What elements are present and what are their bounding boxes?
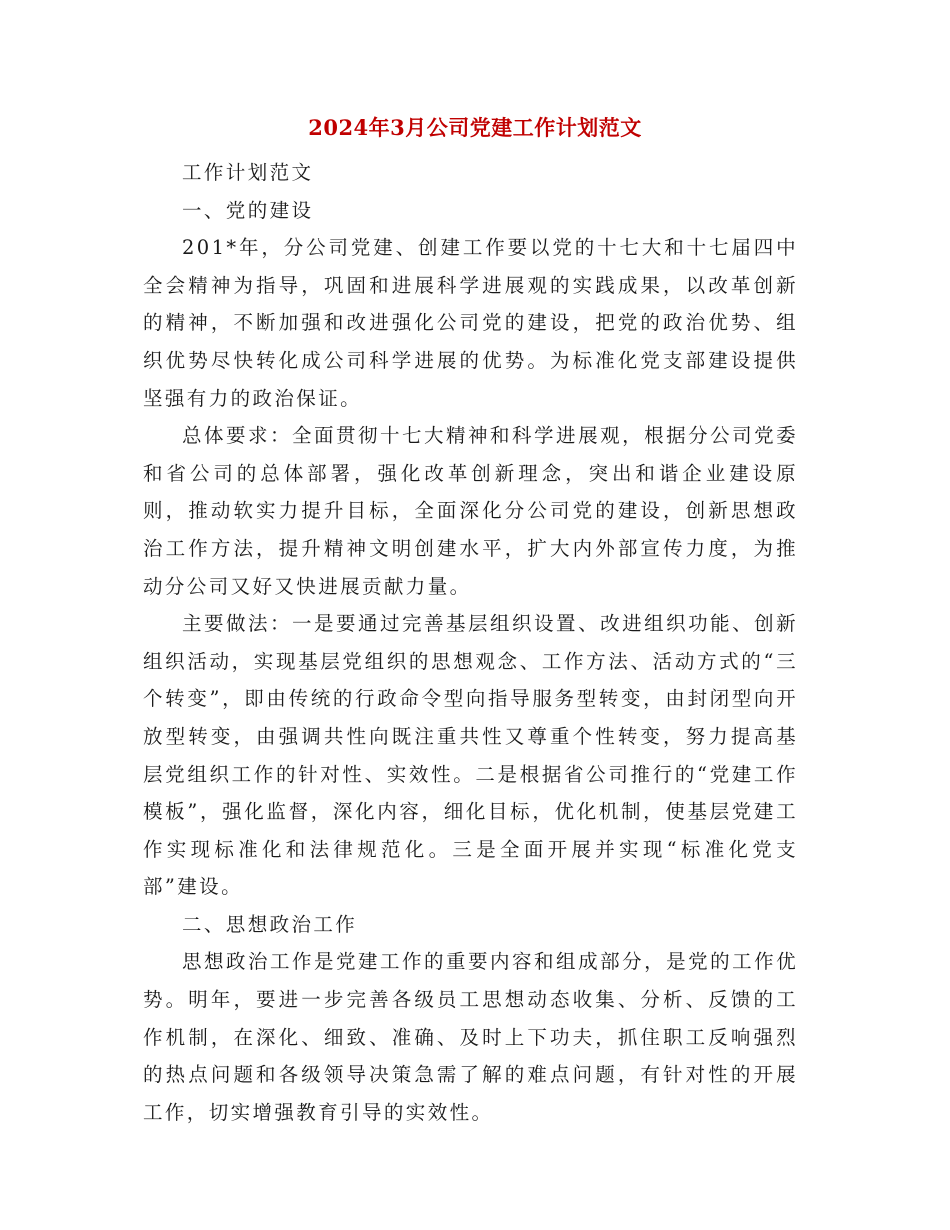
paragraph-overall-requirements: 总体要求：全面贯彻十七大精神和科学进展观，根据分公司党委和省公司的总体部署，强化改革创新理念，突出和谐企业建设原则，推动软实力提升目标，全面深化分公司党的建设，创新思想政治工作方法，提升精神文明创建水平，扩大内外部宣传力度，为推动分公司又好又快进展贡献力量。 [143,424,798,598]
document-title: 2024年3月公司党建工作计划范文 [308,115,642,140]
paragraph-ideological-work: 思想政治工作是党建工作的重要内容和组成部分，是党的工作优势。明年，要进一步完善各级员工思想动态收集、分析、反馈的工作机制，在深化、细致、准确、及时上下功夫，抓住职工反响强烈的热点问题和各级领导决策急需了解的难点问题，有针对性的开展工作，切实增强教育引导的实效性。 [143,950,798,1124]
paragraph-intro: 201*年，分公司党建、创建工作要以党的十七大和十七届四中全会精神为指导，巩固和进展科学进展观的实践成果，以改革创新的精神，不断加强和改进强化公司党的建设，把党的政治优势、组织优势尽快转化成公司科学进展的优势。为标准化党支部建设提供坚强有力的政治保证。 [143,236,798,410]
paragraph-subtitle: 工作计划范文 [182,161,314,184]
section-heading-party-building: 一、党的建设 [182,198,314,222]
paragraph-main-practices: 主要做法：一是要通过完善基层组织设置、改进组织功能、创新组织活动，实现基层党组织的思想观念、工作方法、活动方式的“三个转变”，即由传统的行政命令型向指导服务型转变，由封闭型向开放型转变，由强调共性向既注重共性又尊重个性转变，努力提高基层党组织工作的针对性、实效性。二是根据省公司推行的“党建工作模板”，强化监督，深化内容，细化目标，优化机制，使基层党建工作实现标准化和法律规范化。三是全面开展并实现“标准化党支部”建设。 [143,612,798,899]
section-heading-ideological-work: 二、思想政治工作 [182,912,358,936]
document-body [143,154,798,1131]
